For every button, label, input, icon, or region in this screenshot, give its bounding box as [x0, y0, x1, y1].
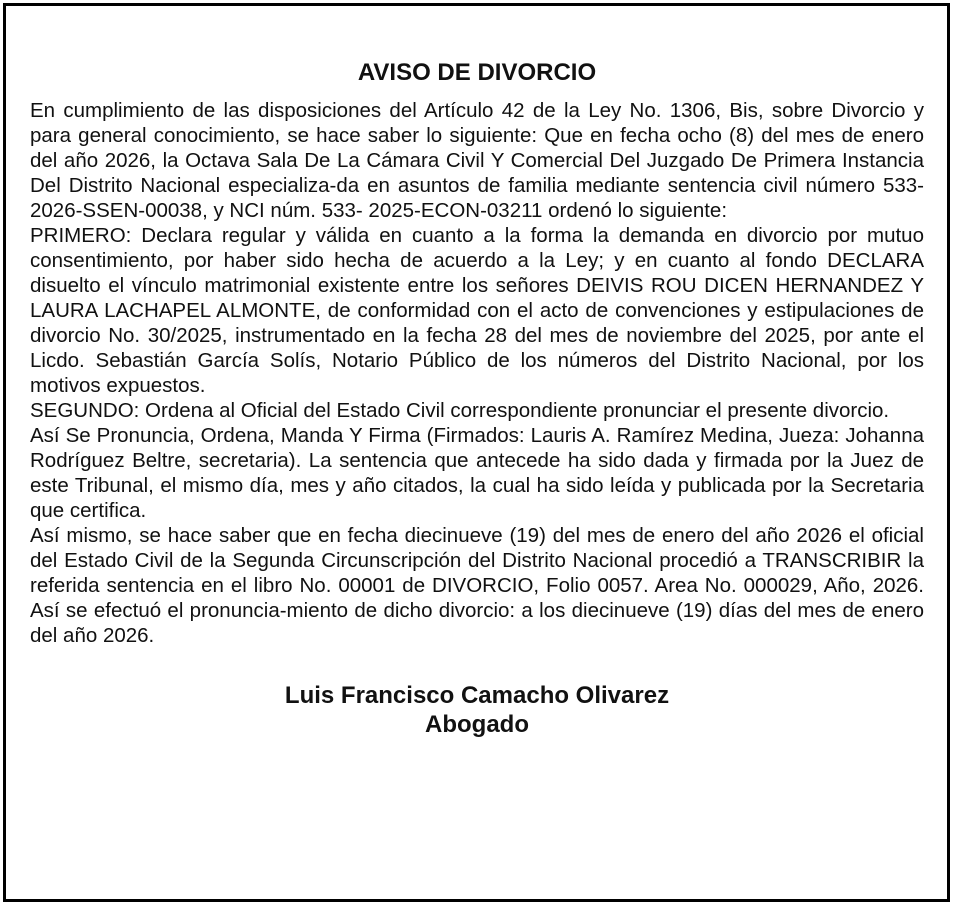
paragraph-primero: PRIMERO: Declara regular y válida en cuanto a la forma la demanda en divorcio por mutuo consentimiento, por haber sido hecha de acuerdo a la Ley; y en cuanto al fondo DECLARA disuelto el vínculo matrimonial existente entre los señores DEIVIS ROU DICEN HERNANDEZ Y LAURA LACHAPEL ALMONTE, de conformidad con el acto de convenciones y estipulaciones de divorcio No. 30/2025, instrumentado en la fecha 28 del mes de noviembre del 2025, por ante el Licdo. Sebastián García Solís, Notario Público de los números del Distrito Nacional, por los motivos expuestos.	[30, 224, 924, 397]
signature-role: Abogado	[425, 711, 529, 738]
paragraph-segundo: SEGUNDO: Ordena al Oficial del Estado Civil correspondiente pronunciar el presente divorcio.	[30, 399, 890, 422]
notice-body	[30, 98, 924, 648]
notice-content	[30, 57, 924, 739]
paragraph-firma: Así Se Pronuncia, Ordena, Manda Y Firma (Firmados: Lauris A. Ramírez Medina, Jueza: Johanna Rodríguez Beltre, secretaria). La sentencia que antecede ha sido dada y firmada por la Juez de este Tribunal, el mismo día, mes y año citados, la cual ha sido leída y publicada por la Secretaria que certifica.	[30, 424, 924, 522]
signature-block	[30, 681, 924, 739]
notice-title: AVISO DE DIVORCIO	[357, 59, 597, 86]
paragraph-transcripcion: Así mismo, se hace saber que en fecha diecinueve (19) del mes de enero del año 2026 el oficial del Estado Civil de la Segunda Circunscripción del Distrito Nacional procedió a TRANSCRIBIR la referida sentencia en el libro No. 00001 de DIVORCIO, Folio 0057. Area No. 000029, Año, 2026. Así se efectuó el pronuncia-miento de dicho divorcio: a los diecinueve (19) días del mes de enero del año 2026.	[30, 524, 924, 647]
paragraph-intro: En cumplimiento de las disposiciones del Artículo 42 de la Ley No. 1306, Bis, sobre Divorcio y para general conocimiento, se hace saber lo siguiente: Que en fecha ocho (8) del mes de enero del año 2026, la Octava Sala De La Cámara Civil Y Comercial Del Juzgado De Primera Instancia Del Distrito Nacional especializa-da en asuntos de familia mediante sentencia civil número 533-2026-SSEN-00038, y NCI núm. 533- 2025-ECON-03211 ordenó lo siguiente:	[30, 99, 924, 222]
notice-frame	[3, 3, 950, 902]
signature-name: Luis Francisco Camacho Olivarez	[284, 682, 670, 709]
